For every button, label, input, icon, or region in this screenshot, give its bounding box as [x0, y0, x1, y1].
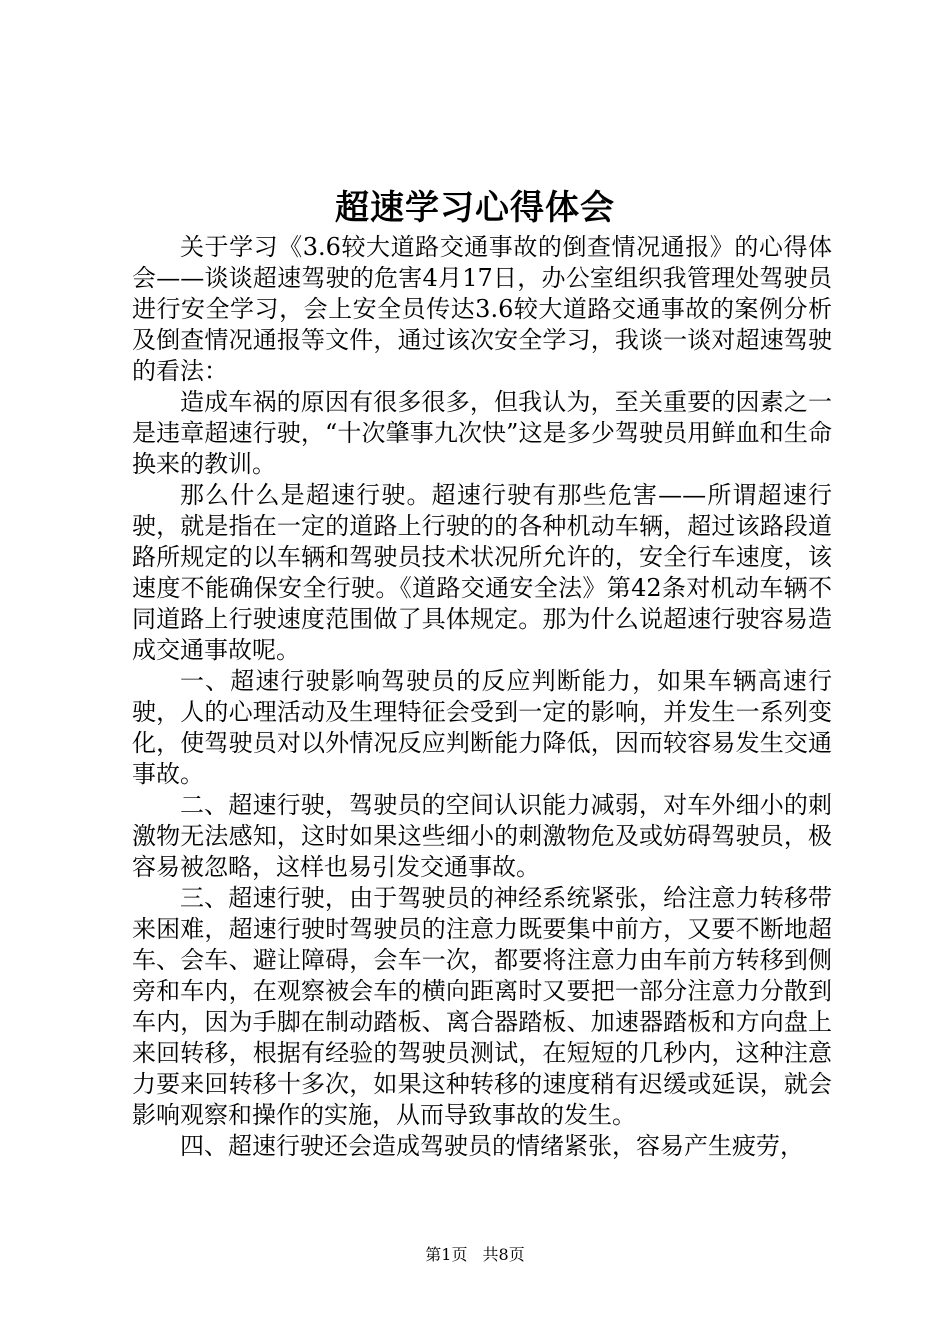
page-footer	[0, 1244, 950, 1266]
document-title: 超速学习心得体会	[335, 188, 615, 228]
paragraph: 一、超速行驶影响驾驶员的反应判断能力，如果车辆高速行驶，人的心理活动及生理特征会受到一定的影响，并发生一系列变化，使驾驶员对以外情况反应判断能力降低，因而较容易发生交通事故。	[132, 667, 832, 788]
paragraph: 关于学习《3.6较大道路交通事故的倒查情况通报》的心得体会——谈谈超速驾驶的危害4月17日，办公室组织我管理处驾驶员进行安全学习，会上安全员传达3.6较大道路交通事故的案例分析及倒查情况通报等文件，通过该次安全学习，我谈一谈对超速驾驶的看法：	[132, 233, 832, 385]
paragraph: 那么什么是超速行驶。超速行驶有那些危害——所谓超速行驶，就是指在一定的道路上行驶的的各种机动车辆，超过该路段道路所规定的以车辆和驾驶员技术状况所允许的，安全行车速度，该速度不能确保安全行驶。《道路交通安全法》第42条对机动车辆不同道路上行驶速度范围做了具体规定。那为什么说超速行驶容易造成交通事故呢。	[132, 481, 832, 664]
paragraph: 二、超速行驶，驾驶员的空间认识能力减弱，对车外细小的刺激物无法感知，这时如果这些细小的刺激物危及或妨碍驾驶员，极容易被忽略，这样也易引发交通事故。	[132, 791, 832, 881]
paragraph: 四、超速行驶还会造成驾驶员的情绪紧张，容易产生疲劳，	[180, 1132, 804, 1160]
paragraph: 三、超速行驶，由于驾驶员的神经系统紧张，给注意力转移带来困难，超速行驶时驾驶员的注意力既要集中前方，又要不断地超车、会车、避让障碍，会车一次，都要将注意力由车前方转移到侧旁和车内，在观察被会车的横向距离时又要把一部分注意力分散到车内，因为手脚在制动踏板、离合器踏板、加速器踏板和方向盘上来回转移，根据有经验的驾驶员测试，在短短的几秒内，这种注意力要来回转移十多次，如果这种转移的速度稍有迟缓或延误，就会影响观察和操作的实施，从而导致事故的发生。	[132, 884, 832, 1129]
page-total: 共8页	[482, 1245, 525, 1264]
document-body	[132, 232, 832, 1162]
paragraph: 造成车祸的原因有很多很多，但我认为，至关重要的因素之一是违章超速行驶，“十次肇事九次快”这是多少驾驶员用鲜血和生命换来的教训。	[132, 388, 832, 478]
page-number: 第1页	[425, 1245, 468, 1264]
